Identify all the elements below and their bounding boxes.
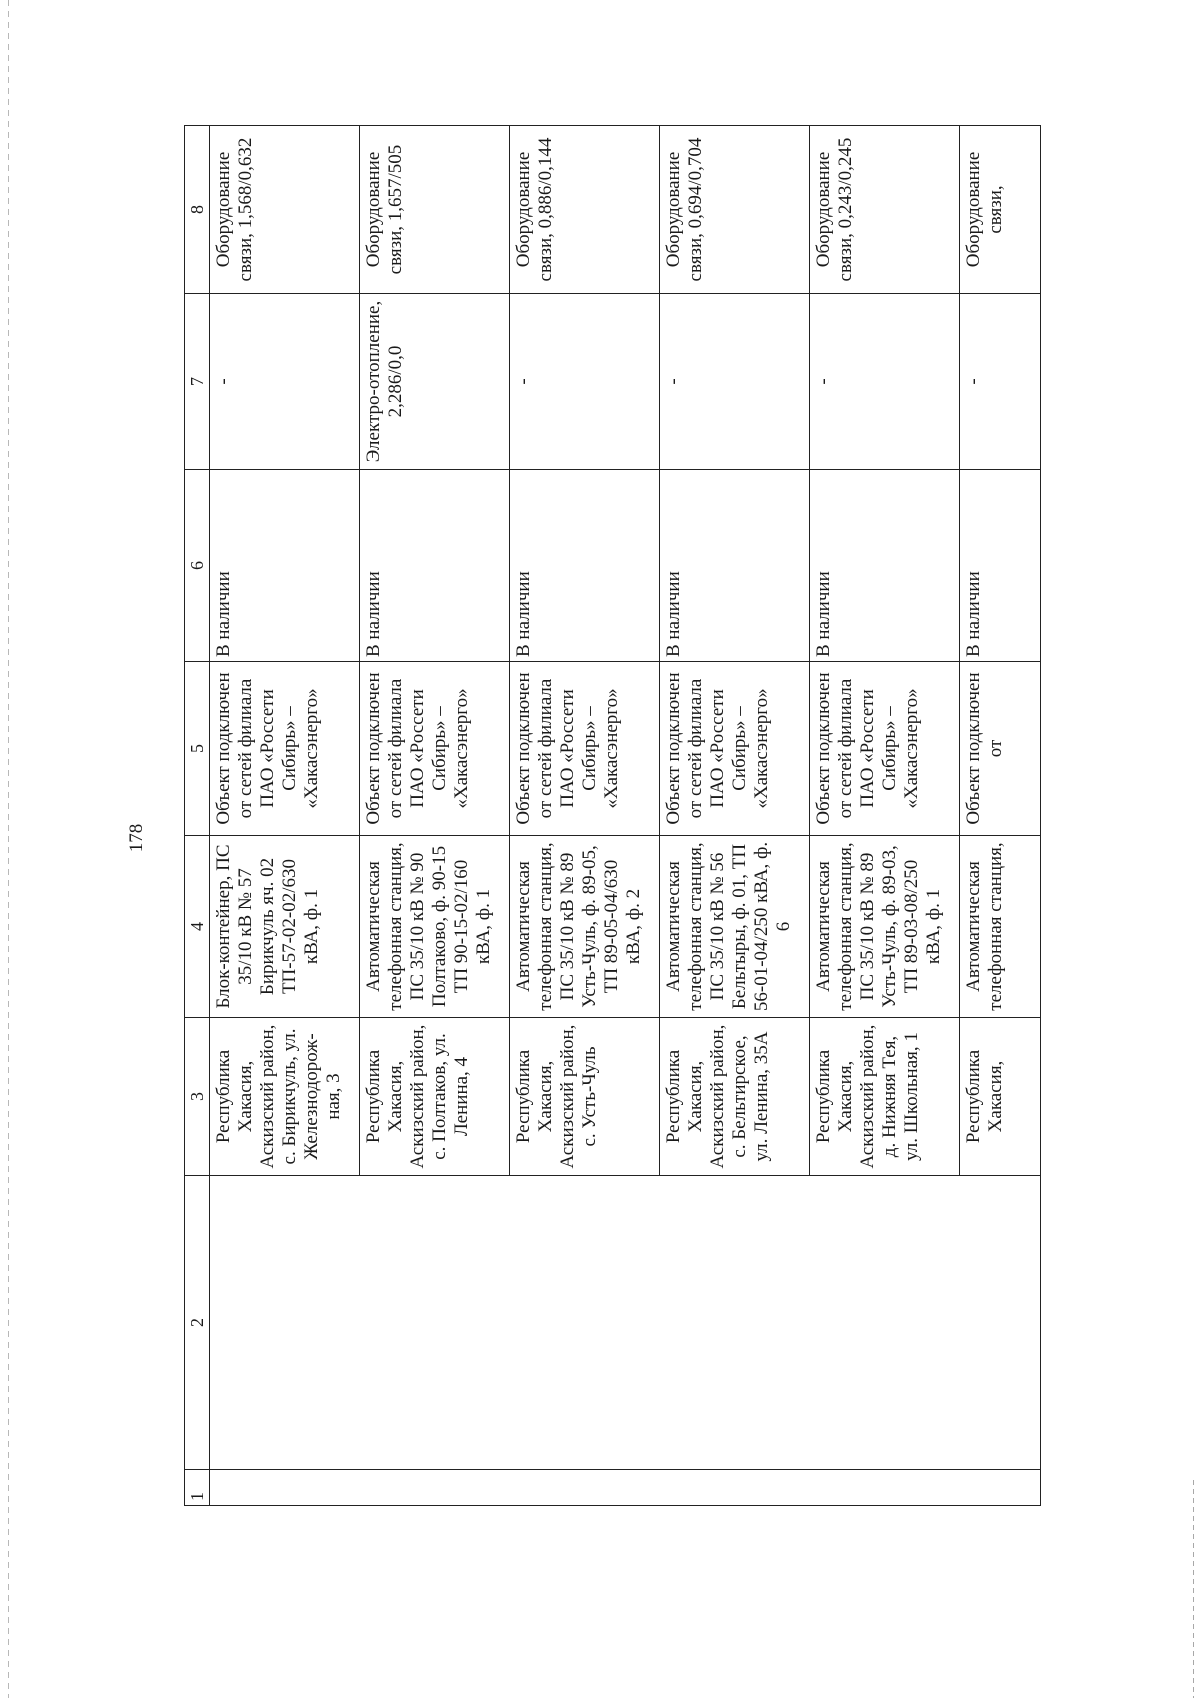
cell-address: Республика Хакасия, Аскизский район, с. Полтаков, ул. Ленина, 4 (360, 1018, 510, 1176)
cell-object: Автоматическая телефонная станция, ПС 35/10 кВ № 90 Полтаково, ф. 90-15 ТП 90-15-02/160 кВА, ф. 1 (360, 836, 510, 1018)
column-header-6: 6 (185, 470, 210, 662)
cell-connection: Объект подключен от (960, 662, 1041, 836)
cell-equipment: Оборудование связи, 0,243/0,245 (810, 126, 960, 294)
cell-equipment: Оборудование связи, 1,568/0,632 (210, 126, 360, 294)
cell-equipment: Оборудование связи, (960, 126, 1041, 294)
rotated-table-container (184, 126, 1108, 1506)
cell-col2 (210, 1176, 1041, 1470)
column-header-3: 3 (185, 1018, 210, 1176)
cell-heating: Электро-отопление, 2,286/0,0 (360, 294, 510, 470)
column-header-1: 1 (185, 1470, 210, 1506)
header-row (185, 126, 210, 1506)
table-body (185, 126, 1041, 1506)
cell-address: Республика Хакасия, Аскизский район, с. Усть-Чуль (510, 1018, 660, 1176)
equipment-table (184, 125, 1041, 1506)
cell-availability: В наличии (210, 470, 360, 662)
table-row (210, 126, 360, 1506)
cell-availability: В наличии (660, 470, 810, 662)
column-header-4: 4 (185, 836, 210, 1018)
cell-connection: Объект подключен от сетей филиала ПАО «Россети Сибирь» – «Хакасэнерго» (660, 662, 810, 836)
scan-edge-right (1193, 1480, 1194, 1698)
cell-heating: - (660, 294, 810, 470)
cell-object: Автоматическая телефонная станция, ПС 35/10 кВ № 89 Усть-Чуль, ф. 89-05, ТП 89-05-04/630 кВА, ф. 2 (510, 836, 660, 1018)
cell-address: Республика Хакасия, Аскизский район, с. Бирикчуль, ул. Железнодорож-ная, 3 (210, 1018, 360, 1176)
cell-heating: - (810, 294, 960, 470)
column-header-5: 5 (185, 662, 210, 836)
cell-col1 (210, 1470, 1041, 1506)
cell-equipment: Оборудование связи, 1,657/505 (360, 126, 510, 294)
column-header-7: 7 (185, 294, 210, 470)
column-header-2: 2 (185, 1176, 210, 1470)
cell-connection: Объект подключен от сетей филиала ПАО «Россети Сибирь» – «Хакасэнерго» (810, 662, 960, 836)
cell-heating: - (510, 294, 660, 470)
cell-equipment: Оборудование связи, 0,886/0,144 (510, 126, 660, 294)
cell-equipment: Оборудование связи, 0,694/0,704 (660, 126, 810, 294)
page-number: 178 (126, 823, 147, 853)
scan-edge-left (8, 0, 9, 1698)
cell-address: Республика Хакасия, (960, 1018, 1041, 1176)
column-header-8: 8 (185, 126, 210, 294)
cell-availability: В наличии (510, 470, 660, 662)
cell-heating: - (210, 294, 360, 470)
cell-object: Блок-контейнер, ПС 35/10 кВ № 57 Бирикчуль яч. 02 ТП-57-02-02/630 кВА, ф. 1 (210, 836, 360, 1018)
cell-object: Автоматическая телефонная станция, ПС 35/10 кВ № 89 Усть-Чуль, ф. 89-03, ТП 89-03-08/250 кВА, ф. 1 (810, 836, 960, 1018)
cell-object: Автоматическая телефонная станция, ПС 35/10 кВ № 56 Бельтыры, ф. 01, ТП 56-01-04/250 кВА, ф. 6 (660, 836, 810, 1018)
cell-availability: В наличии (360, 470, 510, 662)
cell-address: Республика Хакасия, Аскизский район, д. Нижняя Тея, ул. Школьная, 1 (810, 1018, 960, 1176)
cell-heating: - (960, 294, 1041, 470)
cell-availability: В наличии (810, 470, 960, 662)
cell-connection: Объект подключен от сетей филиала ПАО «Россети Сибирь» – «Хакасэнерго» (210, 662, 360, 836)
cell-object: Автоматическая телефонная станция, (960, 836, 1041, 1018)
cell-availability: В наличии (960, 470, 1041, 662)
cell-connection: Объект подключен от сетей филиала ПАО «Россети Сибирь» – «Хакасэнерго» (360, 662, 510, 836)
cell-connection: Объект подключен от сетей филиала ПАО «Россети Сибирь» – «Хакасэнерго» (510, 662, 660, 836)
cell-address: Республика Хакасия, Аскизский район, с. Бельтирское, ул. Ленина, 35А (660, 1018, 810, 1176)
